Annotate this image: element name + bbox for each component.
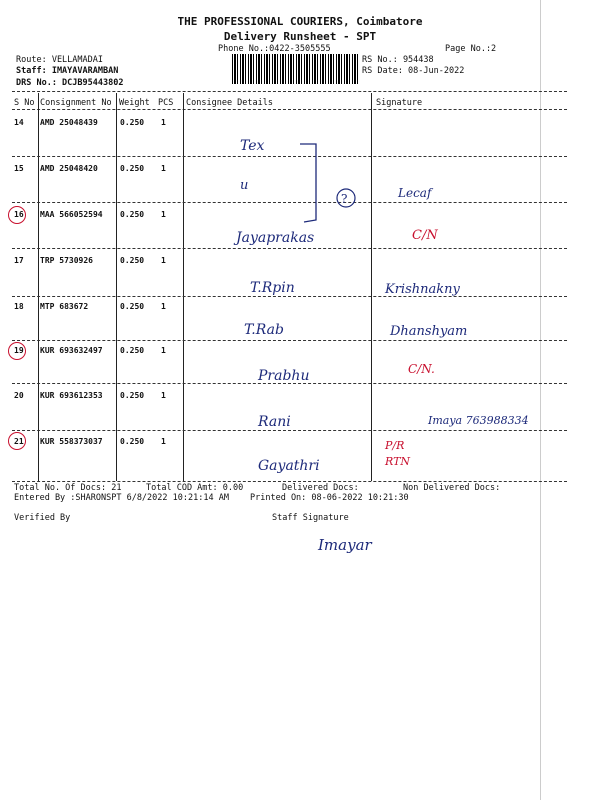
total-docs: Total No. Of Docs: 21 [14, 483, 122, 493]
row-weight: 0.250 [120, 210, 145, 219]
row-weight: 0.250 [120, 164, 145, 173]
non-delivered-docs: Non Delivered Docs: [403, 483, 501, 493]
col-divider [371, 93, 372, 481]
row-consignment: KUR 693612353 [40, 391, 103, 400]
page-edge [540, 0, 541, 800]
question-mark: ? [341, 192, 348, 206]
total-cod: Total COD Amt: 0.00 [146, 483, 244, 493]
row-signature-handwritten: C/N [412, 228, 438, 243]
printed-on: Printed On: 08-06-2022 10:21:30 [250, 493, 409, 503]
table-top-rule [12, 91, 567, 92]
staff: Staff: IMAYAVARAMBAN [16, 66, 119, 76]
col-header-consignment: Consignment No [40, 98, 112, 108]
row-rule [12, 296, 567, 297]
rs-date: RS Date: 08-Jun-2022 [362, 66, 465, 76]
row-consignment: KUR 693632497 [40, 346, 103, 355]
bracket-mark [296, 140, 366, 230]
row-consignment: AMD 25048420 [40, 164, 98, 173]
barcode [232, 54, 358, 84]
row-consignee-handwritten: T.Rpin [250, 280, 295, 296]
page-number: Page No.:2 [445, 44, 497, 54]
row-sno: 18 [14, 302, 24, 311]
row-pcs: 1 [161, 210, 166, 219]
row-signature-handwritten: Dhanshyam [390, 324, 468, 339]
header-rule [12, 109, 567, 110]
row-consignee-handwritten: Rani [258, 414, 291, 430]
row-pcs: 1 [161, 346, 166, 355]
row-sno: 21 [14, 437, 24, 446]
row-consignee-handwritten: Gayathri [258, 458, 320, 474]
row-consignee-handwritten: Tex [240, 138, 265, 154]
row-rule [12, 156, 567, 157]
row-rule [12, 430, 567, 431]
row-signature-handwritten: Krishnakny [385, 282, 460, 297]
delivered-docs: Delivered Docs: [282, 483, 359, 493]
col-divider [38, 93, 39, 481]
route: Route: VELLAMADAI [16, 55, 103, 65]
row-pcs: 1 [161, 302, 166, 311]
row-rule [12, 248, 567, 249]
row-consignee-handwritten: Jayaprakas [236, 230, 315, 246]
row-sno: 17 [14, 256, 24, 265]
row-consignment: MTP 683672 [40, 302, 89, 311]
row-weight: 0.250 [120, 437, 145, 446]
row-consignment: MAA 566052594 [40, 210, 103, 219]
row-signature-handwritten: Lecaf [398, 186, 432, 200]
runsheet-title: Delivery Runsheet - SPT [223, 30, 377, 43]
row-rule [12, 202, 567, 203]
row-sno: 20 [14, 391, 24, 400]
rs-number: RS No.: 954438 [362, 55, 434, 65]
col-divider [116, 93, 117, 481]
drs-number: DRS No.: DCJB95443802 [16, 78, 124, 88]
col-header-weight: Weight [119, 98, 150, 108]
col-header-signature: Signature [376, 98, 423, 108]
col-divider [183, 93, 184, 481]
row-consignee-handwritten: T.Rab [244, 322, 284, 338]
row-weight: 0.250 [120, 256, 145, 265]
row-signature-handwritten: C/N. [408, 362, 435, 376]
row-pcs: 1 [161, 256, 166, 265]
row-sno: 14 [14, 118, 24, 127]
staff-signature-handwritten: Imayar [318, 536, 372, 554]
row-rule [12, 383, 567, 384]
row-consignee-handwritten: u [240, 178, 249, 193]
row-pcs: 1 [161, 391, 166, 400]
row-signature-handwritten: P/R RTN [385, 439, 411, 468]
col-header-pcs: PCS [158, 98, 174, 108]
row-weight: 0.250 [120, 391, 145, 400]
row-consignment: AMD 25048439 [40, 118, 98, 127]
row-pcs: 1 [161, 437, 166, 446]
row-pcs: 1 [161, 164, 166, 173]
row-sno: 16 [14, 210, 24, 219]
col-header-sno: S No [14, 98, 35, 108]
phone-number: Phone No.:0422-3505555 [218, 44, 331, 54]
row-weight: 0.250 [120, 302, 145, 311]
col-header-consignee: Consignee Details [186, 98, 273, 108]
verified-by: Verified By [14, 513, 71, 523]
company-title: THE PROFESSIONAL COURIERS, Coimbatore [177, 15, 423, 28]
row-consignee-handwritten: Prabhu [258, 368, 310, 384]
staff-signature-label: Staff Signature [272, 513, 349, 523]
row-consignment: TRP 5730926 [40, 256, 93, 265]
row-signature-handwritten: Imaya 763988334 [428, 414, 529, 427]
row-weight: 0.250 [120, 118, 145, 127]
row-pcs: 1 [161, 118, 166, 127]
entered-by: Entered By :SHARONSPT 6/8/2022 10:21:14 AM [14, 493, 229, 503]
row-sno: 19 [14, 346, 24, 355]
row-rule [12, 340, 567, 341]
row-sno: 15 [14, 164, 24, 173]
table-bottom-rule [12, 481, 567, 482]
row-weight: 0.250 [120, 346, 145, 355]
row-consignment: KUR 558373037 [40, 437, 103, 446]
